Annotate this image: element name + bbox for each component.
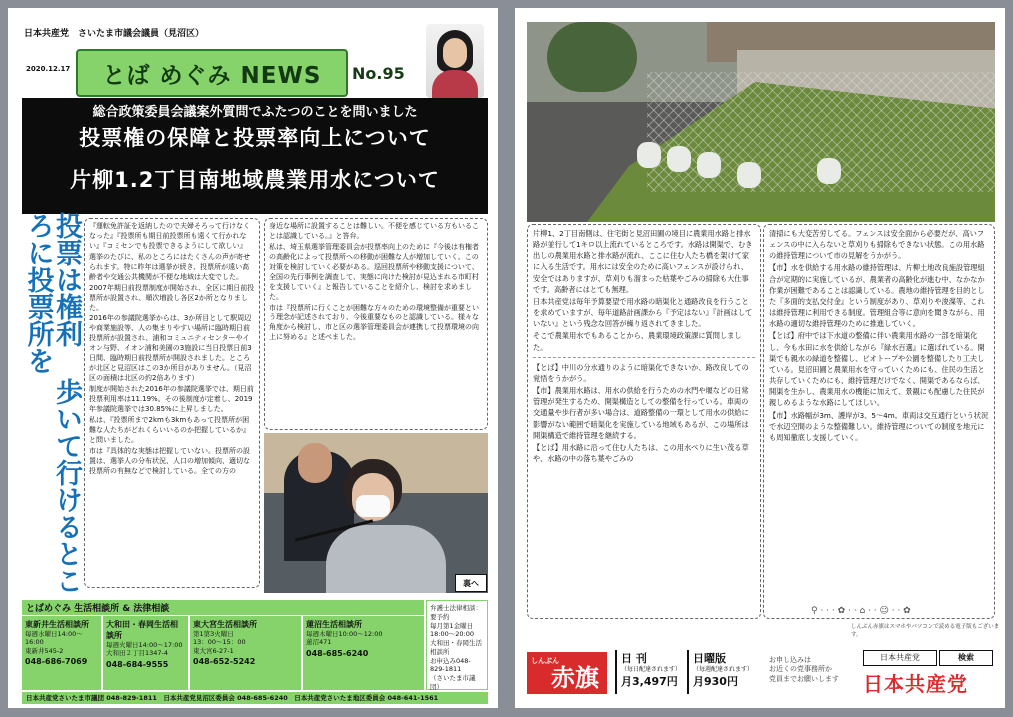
law-consult-box (426, 600, 488, 690)
office-hours: 毎週水曜日14:00〜16:00 (25, 630, 83, 647)
office-phone: 048-652-5242 (193, 657, 256, 667)
office-address: 大和田２丁目1347-4 (106, 649, 169, 658)
law-line: 毎月第1金曜日 (430, 621, 474, 630)
edition-price: 月3,497円 (621, 675, 678, 689)
paragraph: 選挙のたびに、私のところにはたくさんの声が寄せられます。特に昨年は選挙が続き、投票所が遠い高齢者や交通公共機関が不便な地域は大変でした。 (89, 252, 250, 281)
office-higashiomiya (190, 616, 302, 690)
office-owada (103, 616, 189, 690)
paragraph: 【市】水路幅が3m、護岸が3、5〜4m。車両は交互通行という状況で水辺空間のような整備難しい。維持管理についての制度を地元にも周知徹底し支援していく。 (769, 410, 989, 442)
office-address: 蓮沼471 (306, 638, 332, 647)
sunday-edition (687, 650, 767, 694)
headline-subtitle: 総合政策委員会議案外質問でふたつのことを問いました (92, 105, 418, 120)
back-page (515, 8, 1005, 708)
office-hours: 毎週木曜日10:00〜12:00 (306, 630, 383, 638)
law-line: 大和田・春岡生活相談所 (430, 639, 482, 656)
paragraph: 清掃にも大変苦労してる。フェンスは安全面から必要だが、高いフェンスの中に入らないと草刈りも掃除もできない状態。この用水路の維持管理について市の見解をうかがう。 (769, 229, 985, 261)
office-name: 東新井生活相談所 (25, 620, 89, 629)
vertical-title: 投票は権利 歩いて行けるところに投票所を (22, 212, 82, 594)
article-column-4 (763, 224, 995, 619)
akahata-big: 赤旗 (551, 664, 599, 692)
paragraph: 『運転免許証を返納したので夫婦そろって行けなくなった』『投票所も期日前投票所も遠くて行かれない』『コミセンでも投票できるようにして欲しい』 (89, 222, 250, 250)
daily-edition (615, 650, 689, 694)
paragraph: 片柳1、2丁目南側は、住宅街と見沼田圃の境目に農業用水路と排水路が並行して1キロ以上流れているところです。水路は開渠で、むき出しの農業用水路と排水路が流れ、ここに住む人たち橋を架けて家に入る生活です。用水には安全のために高いフェンスが設けられ、安全ではありますが、草刈りも溜まった枯葉やごみの掃除も大仕事です。高齢者にはとても無理。 (533, 229, 753, 294)
office-name: 蓮沼生活相談所 (306, 620, 362, 629)
paragraph: 私は、『投票所まで2kmも3kmもあって投票所が困難な人たちがどれくらいいるのか把握しているか』と問いました。 (89, 415, 250, 444)
issue-date: 2020.12.17 (26, 65, 71, 73)
office-hasunuma (303, 616, 425, 690)
paragraph: 【市】農業用水路は、用水の供給を行うための水門や堰などの日常管理が発生するため、開渠構造としての整備を行っている。車両の交通量や歩行者が多い場合は、道路整備の一環として用水の供給に影響がない範囲で暗渠化を実施している地域もあるが、この場所は開渠構造で維持管理を継続する。 (533, 386, 749, 440)
law-line: （さいたま市議団） (430, 674, 476, 691)
paragraph: 日本共産党は毎年予算要望で用水路の暗渠化と通路改良を行うことを求めていますが、毎年道路計画課から『予定はない』『計画はしていない』という残念な回答が繰り返されてきました。 (533, 296, 753, 329)
office-phone: 048-685-6240 (306, 648, 369, 658)
paragraph: 2016年の参議院選挙からは、3か所目として駅周辺や商業施設等、人の集まりやすい場所に臨時期日前投票所が設置され、浦和コミュニティセンターやイオン与野、イオン浦和美園の3施設に当日投票日前3日間、臨時期日前投票所が開設されました。ところが北区と見沼区はこの3か所目がありません。（見沼区の面積は北区の約2倍あります） (89, 314, 252, 383)
paragraph: 身近な場所に設置することは難しい。不便を感じている方もいることは認識している。』と答弁。 (269, 222, 479, 240)
edition-note: （毎週配達されます） (693, 666, 754, 673)
decorative-strip-icon: ⚲ · · · ✿ · · ⌂ · · ☺ · · ✿ (811, 606, 911, 616)
law-line: 18:00〜20:00 (430, 630, 474, 639)
paragraph: 市は『具体的な実態は把握していない。投票所の設置は、選挙人の分布状況、人口の増加傾向、適切な投票所の有無などで検討している。全ての方の (89, 446, 250, 475)
portrait-photo (426, 24, 484, 98)
contact-strip: 日本共産党さいたま市議団 048-829-1811 日本共産党見沼区委員会 048-685-6240 日本共産党さいたま地区委員会 048-641-1561 (22, 692, 488, 704)
office-days: 第1第3火曜日 (193, 630, 234, 638)
paragraph: そこで農業用水でもあることから、農業環境政策課に質問しました。 (533, 331, 742, 352)
party-search-tag: 日本共産党 (863, 650, 937, 666)
article-column-3 (527, 224, 761, 619)
office-hours: 毎週火曜日14:00〜17:00 (106, 641, 183, 649)
article-column-2 (264, 218, 488, 430)
newsletter-banner (76, 49, 348, 97)
party-affiliation: 日本共産党 さいたま市議会議員（見沼区） (24, 29, 205, 39)
paragraph: 制度が開始された2016年の参議院選挙では、期日前投票利用率は11.19%。その後制度が定着し、2019年参議院選挙では30.85%に上昇しました。 (89, 385, 254, 413)
paragraph: 私は、埼玉県選挙管理委員会が投票率向上のために『今後は有権者の高齢化によって投票所への移動が困難な人が増加していく。この対策を検討していく必要がある。巡回投票所や移動支援について、全国の先行事例を調査して、実態に向けた検討が見込まれる市町村を支援していく』と報告していることを紹介し、検討を求めました。 (269, 242, 479, 301)
front-page (8, 8, 498, 708)
irrigation-channel-photo (527, 22, 995, 222)
akahata-logo (527, 652, 607, 694)
office-name: 大和田・春岡生活相談所 (106, 620, 178, 640)
consult-title: とばめぐみ 生活相談所 & 法律相談 (26, 604, 170, 614)
paragraph: 市は『投票所に行くことが困難な方々のための環境整備が重要という理念が記述されており、今後重要なものと認識している。様々な角度から検討し、市と区の選挙管理委員会が連携して投票環境の向上に努める』と述べました。 (269, 303, 479, 342)
paragraph: 【とば】府中では下水道の整備に伴い農業用水路の一部を暗渠化し、今も水田に水を供給しながら『緑水百選』に選ばれている。開渠でも親水の緑道を整備し、ビオトープや公園を整備したり工夫している。見沼田圃と農業用水を守っていくためにも、住民の生活と共存していくためにも、維持管理だけでなく、開渠であるならば、開渠を生かし、農業用水の機能に加えて、景観にも配慮した住民が親しめるような水路にしてほしい。 (769, 331, 985, 408)
akahata-small: しんぶん (531, 657, 559, 665)
office-phone: 048-686-7069 (25, 657, 88, 667)
office-address: 東大宮6-27-1 (193, 646, 234, 655)
party-logo: 日本共産党 (863, 672, 968, 696)
edition-note: （毎日配達されます） (621, 666, 682, 673)
law-line: お申込み048-829-1811 (430, 656, 471, 674)
edition-name: 日曜版 (693, 652, 726, 665)
headline-voting: 投票権の保障と投票率向上について (79, 126, 431, 150)
search-button[interactable]: 検索 (939, 650, 993, 666)
office-hours: 13：00〜15：00 (193, 638, 246, 647)
edition-price: 月930円 (693, 675, 738, 689)
paragraph: 【とば】中川の分水通りのように暗渠化できないか、路改良しての覚悟をうかがう。 (533, 362, 749, 383)
footer-note: しんぶん赤旗はスマホやパソコンで読める電子版もございます。 (851, 624, 1000, 638)
apply-note: お申し込みは お近くの党事務所か 党員までお願いします (769, 656, 839, 683)
paragraph: 【市】水を供給する用水路の維持管理は、片柳土地改良施設管理組合が定期的に実施しているが、農業者の高齢化が進む中、なかなか作業が困難であることは認識している。農地の維持管理を目的とした『多面的支払交付金』という制度があり、草刈りや浚渫等、これは維持管理に利用できる制度。管理組合等に意向を聞きながら、用水路の適切な維持管理のために推進していく。 (769, 263, 985, 329)
paragraph: 【とば】用水路に沿って住む人たちは、この用水べりに生い茂る草や、水路の中の落ち葉やごみの (533, 442, 749, 463)
office-phone: 048-684-9555 (106, 659, 169, 669)
law-line: 弁護士法律相談：要予約 (430, 604, 482, 621)
edition-name: 日 刊 (621, 652, 647, 665)
office-higashiarai (22, 616, 102, 690)
office-name: 東大宮生活相談所 (193, 620, 257, 629)
committee-photo (264, 433, 488, 593)
newsletter-title: とば めぐみ NEWS (102, 62, 322, 89)
office-address: 東新井545-2 (25, 646, 64, 655)
next-page-button[interactable]: 裏へ (455, 574, 487, 592)
headline-irrigation: 片柳1.2丁目南地域農業用水について (70, 168, 440, 192)
issue-number: No.95 (352, 64, 405, 83)
article-column-1 (84, 218, 260, 588)
divider (533, 357, 755, 358)
paragraph: 2007年期日前投票制度が開始され、全区に期日前投票所が設置され、順次増設し各区2か所となりました。 (89, 283, 255, 312)
headline-band (22, 98, 488, 214)
